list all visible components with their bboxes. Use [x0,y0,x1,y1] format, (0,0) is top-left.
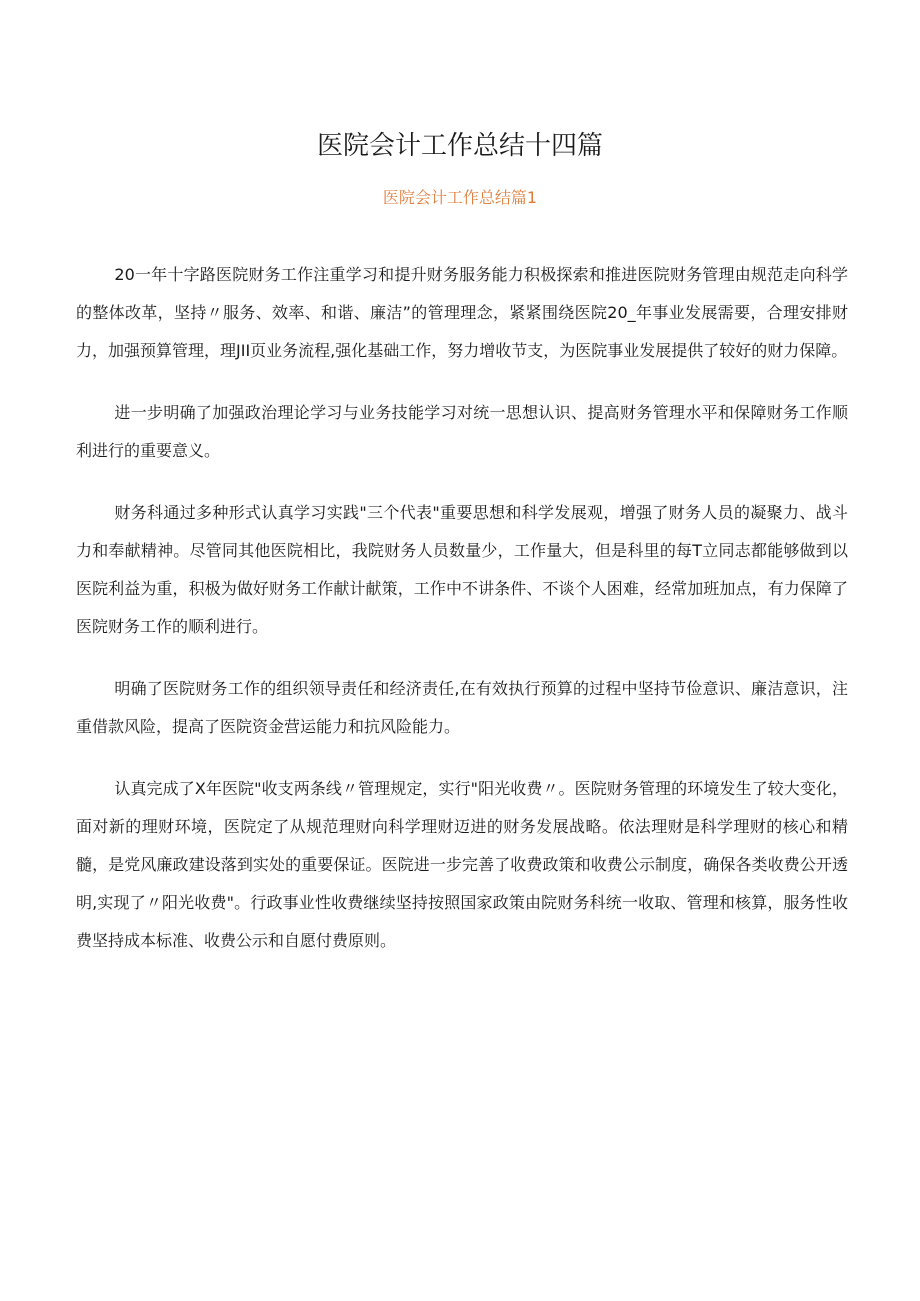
document-subtitle: 医院会计工作总结篇1 [382,188,538,207]
paragraph-5: 认真完成了X年医院"收支两条线〃管理规定，实行"阳光收费〃。医院财务管理的环境发生了较大变化，面对新的理财环境，医院定了从规范理财向科学理财迈进的财务发展战略。依法理财是科学理财的核心和精髓，是党风廉政建设落到实处的重要保证。医院进一步完善了收费政策和收费公示制度，确保各类收费公开透明,实现了〃阳光收费"。行政事业性收费继续坚持按照国家政策由院财务科统一收取、管理和核算，服务性收费坚持成本标准、收费公示和自愿付费原则。 [76,779,848,950]
paragraph-1: 20一年十字路医院财务工作注重学习和提升财务服务能力积极探索和推进医院财务管理由规范走向科学的整体改革，坚持〃服务、效率、和谐、廉洁”的管理理念，紧紧围绕医院20_年事业发展需要，合理安排财力，加强预算管理，理JII页业务流程,强化基础工作，努力增收节支，为医院事业发展提供了较好的财力保障。 [76,265,848,360]
paragraph-2: 进一步明确了加强政治理论学习与业务技能学习对统一思想认识、提高财务管理水平和保障财务工作顺利进行的重要意义。 [76,403,848,460]
paragraph-4: 明确了医院财务工作的组织领导责任和经济责任,在有效执行预算的过程中坚持节俭意识、廉洁意识，注重借款风险，提高了医院资金营运能力和抗风险能力。 [76,679,848,736]
paragraph-3: 财务科通过多种形式认真学习实践"三个代表"重要思想和科学发展观，增强了财务人员的凝聚力、战斗力和奉献精神。尽管同其他医院相比，我院财务人员数量少，工作量大，但是科里的每T立同志都能够做到以医院利益为重，积极为做好财务工作献计献策，工作中不讲条件、不谈个人困难，经常加班加点，有力保障了医院财务工作的顺利进行。 [76,503,848,636]
document-title: 医院会计工作总结十四篇 [316,131,603,161]
document-body [76,256,848,984]
